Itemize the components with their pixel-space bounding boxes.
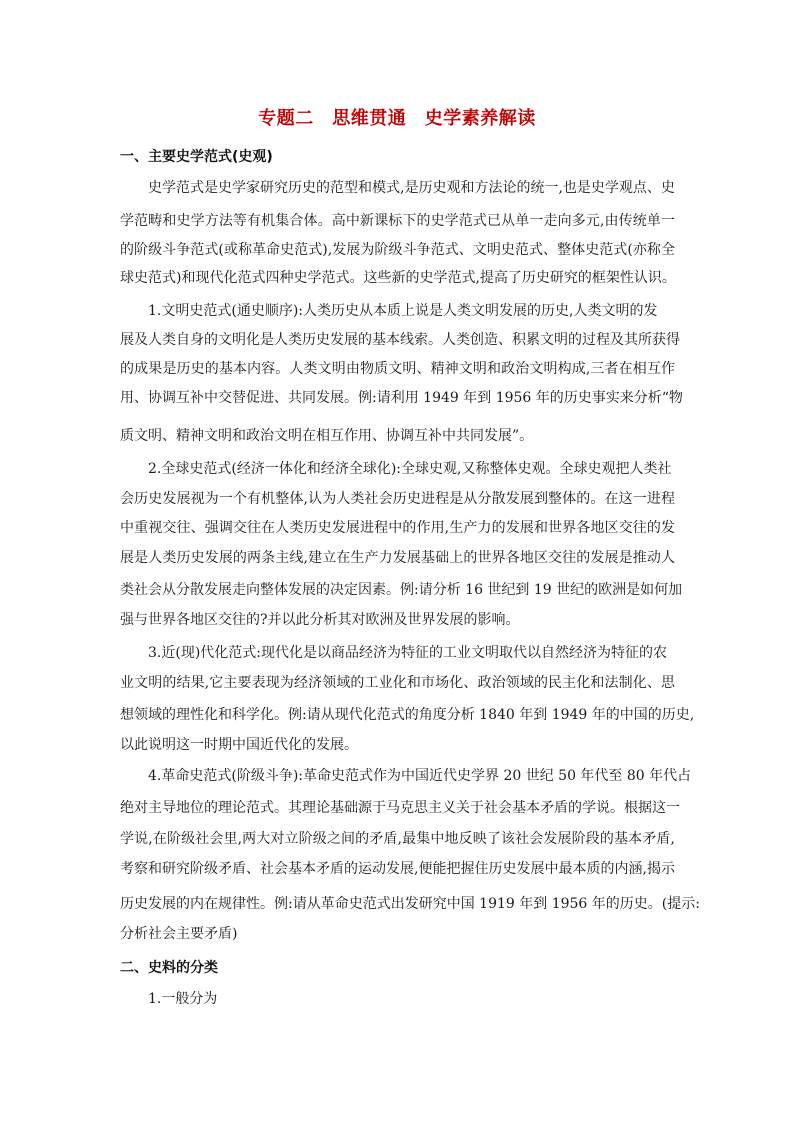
paragraph-line: 质文明、精神文明和政治文明在相互作用、协调互补中共同发展”。: [120, 428, 534, 444]
paragraph-line: 类社会从分散发展走向整体发展的决定因素。例:请分析 16 世纪到 19 世纪的欧洲是如何加: [120, 582, 683, 598]
list-item: 1.一般分为: [148, 991, 218, 1007]
page-title: 专题二 思维贯通 史学素养解读: [258, 108, 536, 129]
paragraph-line: 2.全球史范式(经济一体化和经济全球化):全球史观,又称整体史观。全球史观把人类社: [148, 461, 672, 477]
paragraph-line: 强与世界各地区交往的?并以此分析其对欧洲及世界发展的影响。: [120, 612, 520, 628]
paragraph-line: 1.文明史范式(通史顺序):人类历史从本质上说是人类文明发展的历史,人类文明的发: [148, 303, 658, 319]
paragraph-line: 用、协调互补中交替促进、共同发展。例:请利用 1949 年到 1956 年的历史事实来分析“物: [120, 390, 683, 406]
paragraph-line: 以此说明这一时期中国近代化的发展。: [120, 737, 358, 753]
paragraph-line: 历史发展的内在规律性。例:请从革命史范式出发研究中国 1919 年到 1956 年的历史。(提示:: [120, 896, 700, 912]
paragraph-line: 4.革命史范式(阶级斗争):革命史范式作为中国近代史学界 20 世纪 50 年代至 80 年代占: [148, 768, 692, 784]
paragraph-line: 中重视交往、强调交往在人类历史发展进程中的作用,生产力的发展和世界各地区交往的发: [120, 520, 675, 536]
paragraph-line: 史学范式是史学家研究历史的范型和模式,是历史观和方法论的统一,也是史学观点、史: [148, 180, 675, 196]
paragraph-line: 学说,在阶级社会里,两大对立阶级之间的矛盾,最集中地反映了该社会发展阶段的基本矛盾,: [120, 831, 675, 847]
paragraph-line: 的成果是历史的基本内容。人类文明由物质文明、精神文明和政治文明构成,三者在相互作: [120, 361, 675, 377]
paragraph-line: 展是人类历史发展的两条主线,建立在生产力发展基础上的世界各地区交往的发展是推动人: [120, 550, 675, 566]
paragraph-line: 考察和研究阶级矛盾、社会基本矛盾的运动发展,便能把握住历史发展中最本质的内涵,揭示: [120, 861, 675, 877]
paragraph-line: 业文明的结果,它主要表现为经济领域的工业化和市场化、政治领域的民主化和法制化、思: [120, 675, 675, 691]
paragraph-line: 的阶级斗争范式(或称革命史范式),发展为阶级斗争范式、文明史范式、整体史范式(亦称全: [120, 242, 675, 258]
paragraph-line: 想领域的理性化和科学化。例:请从现代化范式的角度分析 1840 年到 1949 年的中国的历史,: [120, 707, 695, 723]
paragraph-line: 3.近(现)代化范式:现代化是以商品经济为特征的工业文明取代以自然经济为特征的农: [148, 645, 667, 661]
paragraph-line: 球史范式)和现代化范式四种史学范式。这些新的史学范式,提高了历史研究的框架性认识。: [120, 270, 676, 286]
paragraph-line: 分析社会主要矛盾): [120, 926, 238, 942]
paragraph-line: 展及人类自身的文明化是人类历史发展的基本线索。人类创造、积累文明的过程及其所获得: [120, 332, 680, 348]
paragraph-line: 会历史发展视为一个有机整体,认为人类社会历史进程是从分散发展到整体的。在这一进程: [120, 491, 675, 507]
section-heading-1: 一、主要史学范式(史观): [120, 149, 273, 165]
paragraph-line: 学范畴和史学方法等有机集合体。高中新课标下的史学范式已从单一走向多元,由传统单一: [120, 213, 675, 229]
section-heading-2: 二、史料的分类: [120, 960, 218, 976]
paragraph-line: 绝对主导地位的理论范式。其理论基础源于马克思主义关于社会基本矛盾的学说。根据这一: [120, 800, 680, 816]
